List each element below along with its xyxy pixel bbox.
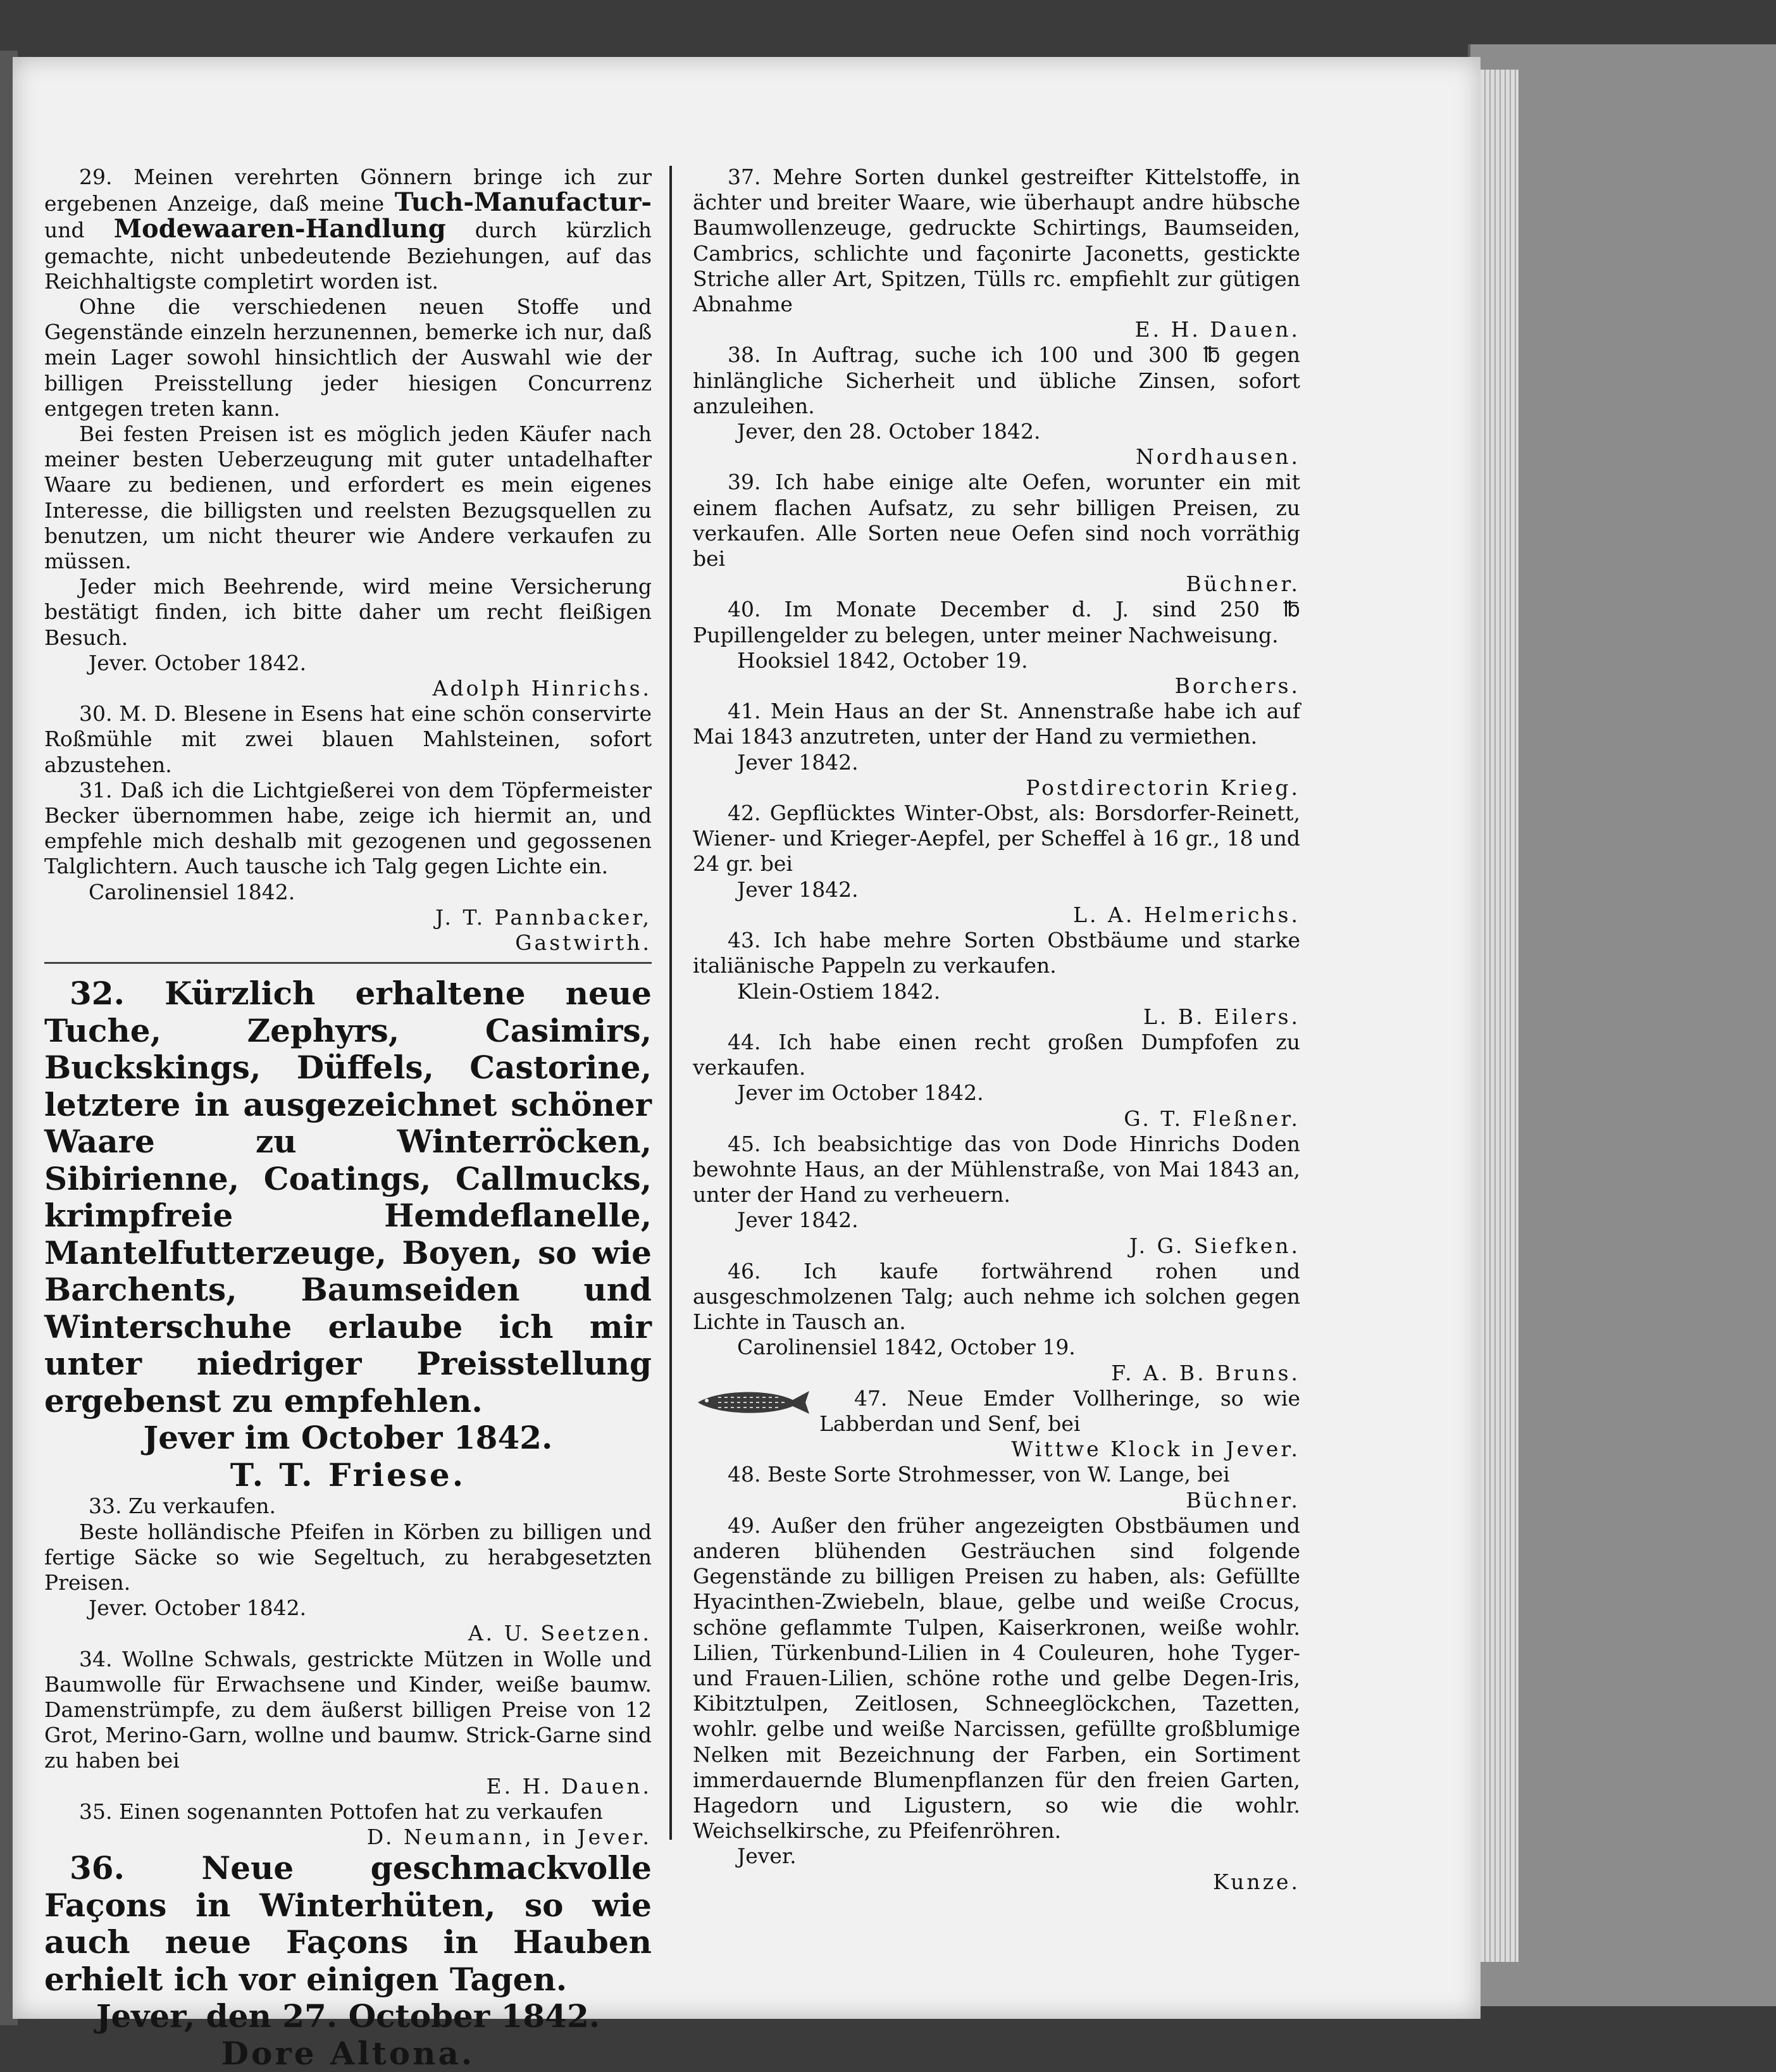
right-column [693,165,1300,1895]
ad-49-signature: Kunze. [1213,1869,1300,1894]
ad-31-place-date: Carolinensiel 1842. [89,879,295,904]
ad-43-signature: L. B. Eilers. [1143,1004,1300,1029]
ad-36: 36. Neue geschmackvolle Façons in Winterhüten, so wie auch neue Façons in Hauben erhielt ich vor einigen Tagen. [44,1849,652,1998]
ad-48: 48. Beste Sorte Strohmesser, von W. Lange, bei [728,1462,1230,1487]
ad-44: 44. Ich habe einen recht großen Dumpfofen zu verkaufen. [693,1029,1300,1080]
ad-33-heading: 33. Zu verkaufen. [89,1494,276,1519]
ad-36-signature: Dore Altona. [221,2034,475,2072]
ad-34-signature: E. H. Dauen. [486,1773,652,1799]
ad-46-signature: F. A. B. Bruns. [1111,1360,1300,1385]
ad-29-place-date: Jever. October 1842. [89,650,307,675]
ad-29-paragraph-4: Jeder mich Beehrende, wird meine Versicherung bestätigt finden, ich bitte daher um recht fleißigen Besuch. [44,574,652,650]
ad-35-signature: D. Neumann, in Jever. [366,1824,652,1849]
ad-49: 49. Außer den früher angezeigten Obstbäumen und anderen blühenden Gesträuchen sind folgende Gegenstände zu billigen Preisen zu haben, als: Gefüllte Hyacinthen-Zwiebeln, blaue, gelbe und weiße Crocus, schöne geflammte Tulpen, Kaiserkronen, weiße wohlr. Lilien, Türkenbund-Lilien in 4 Couleuren, hohe Tyger- und Frauen-Lilien, schöne rothe und gelbe Degen-Iris, Kibitztulpen, Zeitlosen, Schneeglöckchen, Tazetten, wohlr. gelbe und weiße Narcissen, gefüllte großblumige Nelken mit Bezeichnung der Farben, ein Sortiment immerdauernde Blumenpflanzen für den freien Garten, Hagedorn und Ligustern, so wie die wohlr. Weichselkirsche, zu Pfeifenröhren. [693,1513,1300,1844]
ad-39-signature: Büchner. [1186,571,1300,597]
ad-44-place-date: Jever im October 1842. [737,1080,984,1106]
ad-43: 43. Ich habe mehre Sorten Obstbäume und starke italiänische Pappeln zu verkaufen. [693,928,1300,978]
ad-43-place-date: Klein-Ostiem 1842. [737,978,941,1004]
ad-42: 42. Gepflücktes Winter-Obst, als: Borsdorfer-Reinett, Wiener- und Krieger-Aepfel, per Scheffel à 16 gr., 18 und 24 gr. bei [693,801,1300,877]
ad-40-place-date: Hooksiel 1842, October 19. [737,647,1028,673]
left-column [44,165,652,2072]
herring-fish-icon [693,1386,813,1419]
ad-45: 45. Ich beabsichtige das von Dode Hinrichs Doden bewohnte Haus, an der Mühlenstraße, von Mai 1843 an, unter der Hand zu verheuern. [693,1131,1300,1208]
column-divider [669,166,672,1840]
ad-29-paragraph-2: Ohne die verschiedenen neuen Stoffe und Gegenstände einzeln herzunennen, bemerke ich nur, daß mein Lager sowohl hinsichtlich der Auswahl wie der billigen Preisstellung jeder hiesigen Concurrenz entgegen treten kann. [44,294,652,421]
ad-47-signature: Wittwe Klock in Jever. [1011,1437,1300,1462]
ad-33-place-date: Jever. October 1842. [89,1595,307,1621]
ad-32-place-date: Jever im October 1842. [143,1419,553,1457]
page-stack-edges [1481,70,1518,1962]
ad-41-place-date: Jever 1842. [737,749,859,775]
ad-33: Beste holländische Pfeifen in Körben zu billigen und fertige Säcke so wie Segeltuch, zu herabgesetzten Preisen. [44,1519,652,1595]
ad-47-block [693,1386,1300,1463]
ad-42-signature: L. A. Helmerichs. [1073,902,1300,927]
ad-46: 46. Ich kaufe fortwährend rohen und ausgeschmolzenen Talg; auch nehme ich solchen gegen Lichte in Tausch an. [693,1258,1300,1335]
ad-37-signature: E. H. Dauen. [1134,317,1300,342]
ad-38-signature: Nordhausen. [1135,444,1300,470]
ad-46-place-date: Carolinensiel 1842, October 19. [737,1335,1076,1360]
ad-30: 30. M. D. Blesene in Esens hat eine schön conservirte Roßmühle mit zwei blauen Mahlsteinen, sofort abzustehen. [44,701,652,777]
ad-39: 39. Ich habe einige alte Oefen, worunter ein mit einem flachen Aufsatz, zu sehr billigen Preisen, zu verkaufen. Alle Sorten neue Oefen sind noch vorräthig bei [693,470,1300,571]
firm-name-1: Tuch-Manufactur- [394,187,652,218]
ad-29-signature: Adolph Hinrichs. [432,676,652,701]
ad-42-place-date: Jever 1842. [737,877,859,902]
ad-44-signature: G. T. Fleßner. [1124,1106,1300,1131]
ad-32-signature: T. T. Friese. [230,1456,466,1494]
firm-name-2: Modewaaren-Handlung [113,214,446,244]
ad-45-place-date: Jever 1842. [737,1208,859,1233]
ad-45-signature: J. G. Siefken. [1129,1233,1300,1258]
ad-47: 47. Neue Emder Vollheringe, so wie Labberdan und Senf, bei [819,1385,1300,1436]
ad-41-signature: Postdirectorin Krieg. [1026,775,1300,800]
ad-31: 31. Daß ich die Lichtgießerei von dem Töpfermeister Becker übernommen habe, zeige ich hiermit an, und empfehle mich deshalb mit gezogenen und gegossenen Talglichtern. Auch tausche ich Talg gegen Lichte ein. [44,777,652,879]
ad-40-signature: Borchers. [1174,673,1300,699]
ad-38: 38. In Auftrag, suche ich 100 und 300 ℔ gegen hinlängliche Sicherheit und übliche Zinsen, sofort anzuleihen. [693,342,1300,418]
ad-38-place-date: Jever, den 28. October 1842. [737,419,1041,444]
ad-37: 37. Mehre Sorten dunkel gestreifter Kittelstoffe, in ächter und breiter Waare, wie überhaupt andre hübsche Baumwollenzeuge, gedruckte Schirtings, Baumseiden, Cambrics, schlichte und façonirte Jaconetts, gestickte Striche aller Art, Spitzen, Tülls rc. empfiehlt zur gütigen Abnahme [693,165,1300,317]
divider-rule [44,962,652,964]
ad-49-place: Jever. [737,1844,797,1869]
ad-31-signature: J. T. Pannbacker, [435,904,652,930]
ad-29-paragraph-3: Bei festen Preisen ist es möglich jeden Käufer nach meiner besten Ueberzeugung mit guter untadelhafter Waare zu bedienen, und erfordert es mein eigenes Interesse, die billigsten und reelsten Bezugsquellen zu benutzen, um nicht theurer wie Andere verkaufen zu müssen. [44,421,652,574]
ad-34: 34. Wollne Schwals, gestrickte Mützen in Wolle und Baumwolle für Erwachsene und Kinder, weiße baumw. Damenstrümpfe, zu dem äußerst billigen Preise von 12 Grot, Merino-Garn, wollne und baumw. Strick-Garne sind zu haben bei [44,1646,652,1773]
ad-32: 32. Kürzlich erhaltene neue Tuche, Zephyrs, Casimirs, Buckskings, Düffels, Castorine, letztere in ausgezeichnet schöner Waare zu Winterröcken, Sibirienne, Coatings, Callmucks, krimpfreie Hemdeflanelle, Mantelfutterzeuge, Boyen, so wie Barchents, Baumseiden und Winterschuhe erlaube ich mir unter niedriger Preisstellung ergebenst zu empfehlen. [44,975,652,1420]
ad-33-signature: A. U. Seetzen. [468,1621,652,1646]
ad-35: 35. Einen sogenannten Pottofen hat zu verkaufen [79,1799,603,1824]
ad-41: 41. Mein Haus an der St. Annenstraße habe ich auf Mai 1843 anzutreten, unter der Hand zu vermiethen. [693,699,1300,749]
ad-40: 40. Im Monate December d. J. sind 250 ℔ Pupillengelder zu belegen, unter meiner Nachweisung. [693,597,1300,647]
ad-36-place-date: Jever, den 27. October 1842. [96,1997,600,2035]
ad-29: 29. Meinen verehrten Gönnern bringe ich zur ergebenen Anzeige, daß meine Tuch-Manufactur- und Modewaaren-Handlung durch kürzlich gemachte, nicht unbedeutende Beziehungen, auf das Reichhaltigste completirt worden ist. [44,165,652,294]
ad-48-signature: Büchner. [1186,1487,1300,1513]
ad-31-signature-title: Gastwirth. [515,930,652,956]
